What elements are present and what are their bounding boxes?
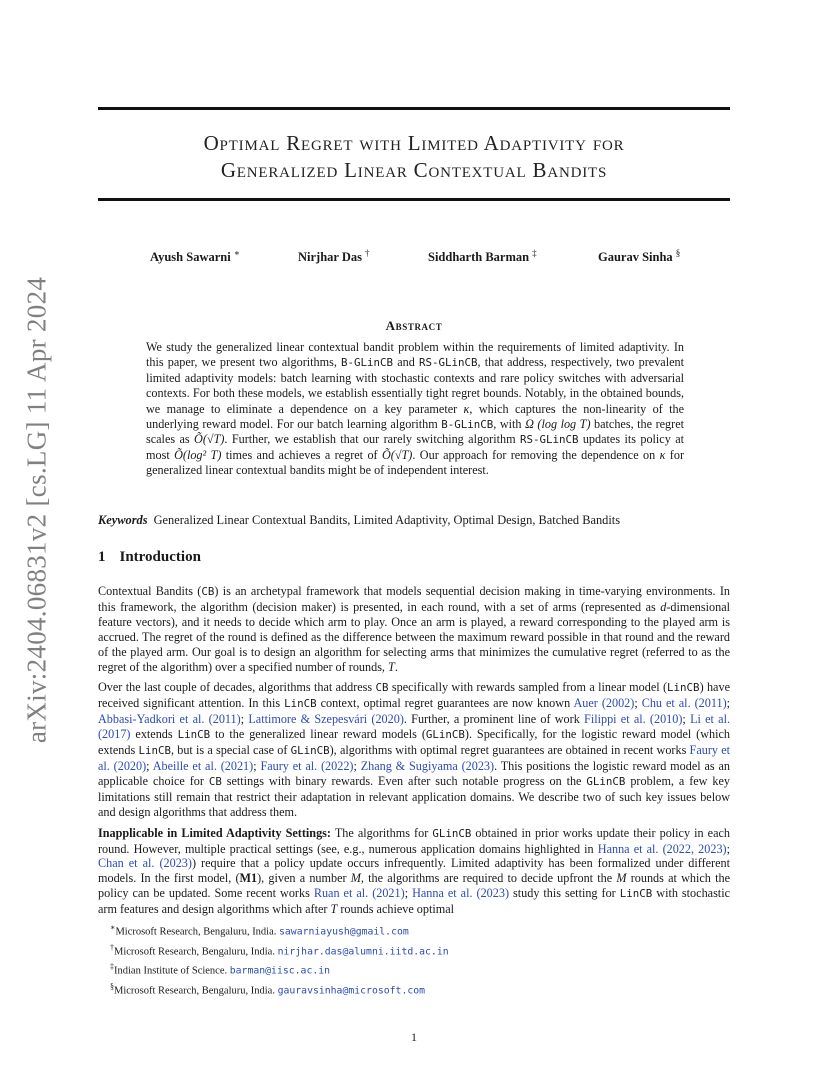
paper-title — [98, 130, 730, 184]
citation-link[interactable]: Zhang & Sugiyama (2023) — [360, 758, 495, 773]
citation-link[interactable]: Abbasi-Yadkori et al. (2011) — [98, 712, 241, 727]
title-line-1: Optimal Regret with Limited Adaptivity for — [203, 131, 625, 155]
title-rule-top — [98, 107, 730, 110]
paragraph: Over the last couple of decades, algorithms that address CB specifically with rewards sampled from a linear model (LinCB) have received significant attention. In this LinCB context, optimal regret guarantees are now known Auer (2002); Chu et al. (2011); Abbasi-Yadkori et al. (2011); Lattimore & Szepesvári (2020). Further, a prominent line of work Filippi et al. (2010); Li et al. (2017) extends LinCB to the generalized linear reward models (GLinCB). Specifically, for the logistic reward model (which extends LinCB, but is a special case of GLinCB), algorithms with optimal regret guarantees are obtained in recent works Faury et al. (2020); Abeille et al. (2021); Faury et al. (2022); Zhang & Sugiyama (2023). This positions the logistic reward model as an applicable choice for CB settings with binary rewards. Even after such notable progress on the GLinCB problem, a few key limitations still remain that restrict their adaptation in relevant application domains. We describe two of such key issues below and design algorithms that address them. — [98, 680, 731, 819]
citation-link[interactable]: Abeille et al. (2021) — [152, 758, 254, 773]
intro-body — [98, 584, 730, 923]
footnote: ‡Indian Institute of Science. barman@iisc.ac.in — [110, 962, 331, 977]
citation-link[interactable]: Lattimore & Szepesvári (2020) — [248, 712, 404, 727]
footnote: §Microsoft Research, Bengaluru, India. gauravsinha@microsoft.com — [110, 982, 426, 997]
citation-link[interactable]: Ruan et al. (2021) — [313, 886, 405, 901]
abstract-body: We study the generalized linear contextual bandit problem within the requirements of limited adaptivity. In this paper, we present two algorithms, B-GLinCB and RS-GLinCB, that address, respectively, two prevalent limited adaptivity models: batch learning with stochastic contexts and rare policy switches with adversarial contexts. For both these models, we establish essentially tight regret bounds. Notably, in the obtained bounds, we manage to eliminate a dependence on a key parameter κ, which captures the non-linearity of the underlying reward model. For our batch learning algorithm B-GLinCB, with Ω (log log T) batches, the regret scales as Õ(√T). Further, we establish that our rarely switching algorithm RS-GLinCB updates its policy at most Õ(log² T) times and achieves a regret of Õ(√T). Our approach for removing the dependence on κ for generalized linear contextual bandits might be of independent interest. — [146, 340, 685, 478]
paragraph: Inapplicable in Limited Adaptivity Settings: The algorithms for GLinCB obtained in prior works update their policy in each round. However, multiple practical settings (see, e.g., numerous application domains highlighted in Hanna et al. (2022, 2023); Chan et al. (2023)) require that a policy update occurs infrequently. Limited adaptivity has been formalized under different models. In the first model, (M1), given a number M, the algorithms are required to decide upfront the M rounds at which the policy can be updated. Some recent works Ruan et al. (2021); Hanna et al. (2023) study this setting for LinCB with stochastic arm features and design algorithms which after T rounds achieve optimal — [98, 825, 731, 917]
citation-link[interactable]: Chu et al. (2011) — [641, 696, 727, 711]
author-list — [140, 248, 700, 266]
citation-link[interactable]: Faury et al. (2020) — [98, 743, 730, 773]
footnote: †Microsoft Research, Bengaluru, India. nirjhar.das@alumni.iitd.ac.in — [110, 942, 449, 958]
author: Ayush Sawarni ∗ — [150, 248, 240, 265]
citation-link[interactable]: Faury et al. (2022) — [260, 758, 354, 773]
citation-link[interactable]: Auer (2002) — [573, 696, 635, 711]
keywords-label: Keywords — [98, 513, 148, 527]
footnote: ∗Microsoft Research, Bengaluru, India. sawarniayush@gmail.com — [110, 923, 409, 938]
citation-link[interactable]: Filippi et al. (2010) — [584, 712, 683, 727]
citation-link[interactable]: Hanna et al. (2023) — [412, 886, 510, 901]
footnotes — [110, 920, 449, 999]
email-link[interactable]: nirjhar.das@alumni.iitd.ac.in — [277, 946, 449, 958]
author: Siddharth Barman ‡ — [428, 248, 537, 265]
citation-link[interactable]: Li et al. (2017) — [98, 712, 731, 742]
citation-link[interactable]: Hanna et al. (2022, 2023) — [597, 841, 727, 856]
author: Gaurav Sinha § — [598, 248, 681, 265]
keywords — [98, 513, 738, 528]
email-link[interactable]: sawarniayush@gmail.com — [279, 926, 409, 938]
author: Nirjhar Das † — [298, 248, 370, 265]
title-rule-bottom — [98, 198, 730, 201]
paragraph: Contextual Bandits (CB) is an archetypal framework that models sequential decision making in time-varying environments. In this framework, the algorithm (decision maker) is presented, in each round, with a set of arms (represented as d-dimensional feature vectors), and it needs to decide which arm to play. Once an arm is played, a reward corresponding to the played arm is accrued. The regret of the round is defined as the difference between the maximum reward possible in that round and the reward of the played arm. Our goal is to design an algorithm for selecting arms that minimizes the cumulative regret (referred to as the regret of the algorithm) over a specified number of rounds, T. — [98, 584, 731, 674]
email-link[interactable]: gauravsinha@microsoft.com — [277, 985, 426, 997]
section-heading: 1 Introduction — [98, 549, 201, 565]
keywords-text: Generalized Linear Contextual Bandits, Limited Adaptivity, Optimal Design, Batched Bandits — [153, 513, 621, 527]
email-link[interactable]: barman@iisc.ac.in — [229, 965, 331, 977]
abstract-heading: Abstract — [385, 318, 443, 333]
arxiv-id: arXiv:2404.06831v2 [cs.LG] 11 Apr 2024 — [21, 276, 52, 744]
citation-link[interactable]: Chan et al. (2023) — [98, 856, 192, 871]
title-line-2: Generalized Linear Contextual Bandits — [220, 158, 608, 182]
arxiv-sidebar — [21, 276, 52, 744]
page-number: 1 — [411, 1030, 417, 1044]
